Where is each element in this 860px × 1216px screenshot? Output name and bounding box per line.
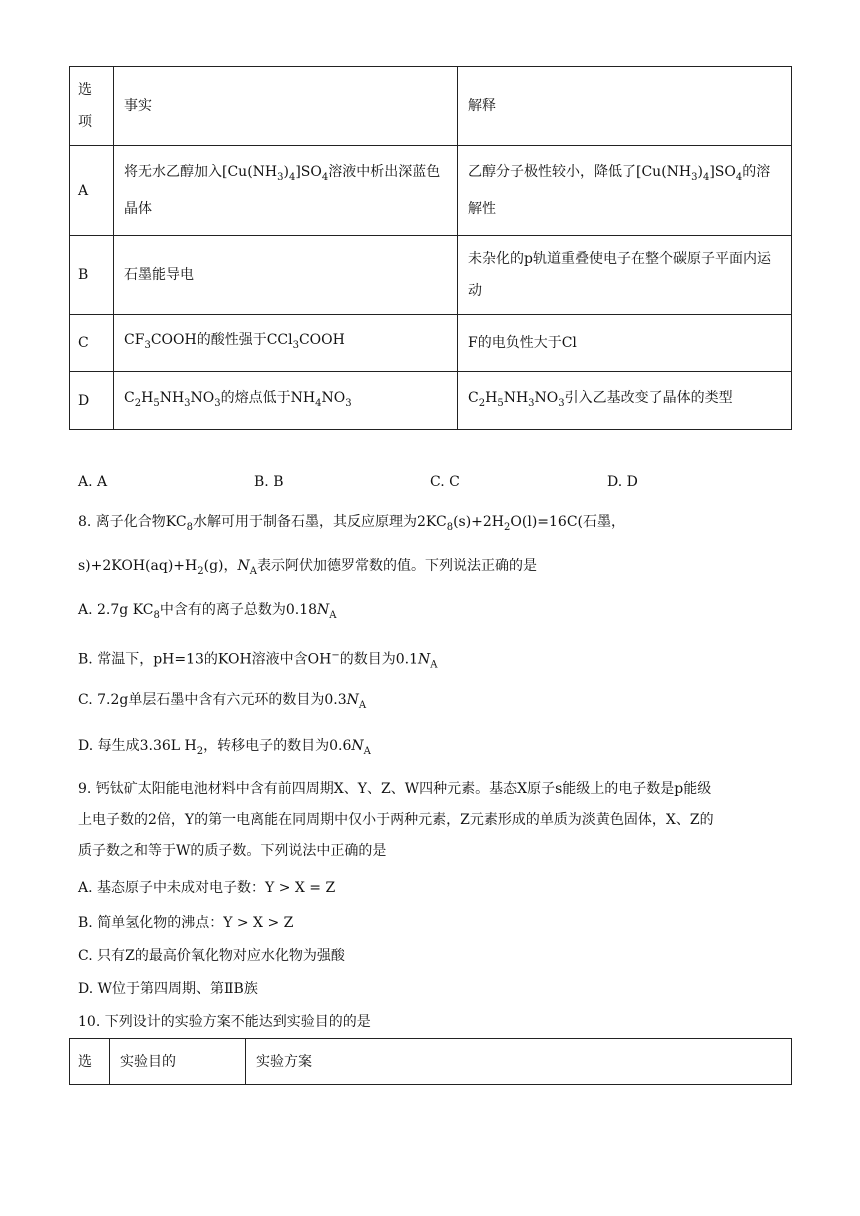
table-row xyxy=(70,236,792,315)
q9-option-c: C. 只有Z的最高价氧化物对应水化物为强酸 xyxy=(78,948,345,964)
row-explain: 乙醇分子极性较小，降低了$[Cu(NH_3)_4]SO_4$的溶解性 xyxy=(458,146,792,236)
q8-stem-line1: 8. 离子化合物$KC_8$水解可用于制备石墨，其反应原理为$2KC_8(s)+2H_2O(l)=16C$(石墨， xyxy=(78,514,626,533)
row-explain: F的电负性大于Cl xyxy=(458,315,792,372)
q9-stem-line1: 9. 钙钛矿太阳能电池材料中含有前四周期X、Y、Z、W四种元素。基态X原子s能级上的电子数是p能级 xyxy=(78,781,712,797)
row-explain: $C_2H_5NH_3NO_3$引入乙基改变了晶体的类型 xyxy=(458,372,792,430)
header-purpose: 实验目的 xyxy=(110,1039,246,1085)
q8-option-a: A. 2.7g $KC_8$中含有的离子总数为$0.18N_A$ xyxy=(78,602,337,621)
header-option: 选 项 xyxy=(70,67,114,146)
row-option: B xyxy=(70,236,114,315)
row-fact: 石墨能导电 xyxy=(114,236,458,315)
header-fact: 事实 xyxy=(114,67,458,146)
row-fact: $C_2H_5NH_3NO_3$的熔点低于$NH_4NO_3$ xyxy=(114,372,458,430)
row-fact: 将无水乙醇加入$[Cu(NH_3)_4]SO_4$溶液中析出深蓝色晶体 xyxy=(114,146,458,236)
q9-stem-line2: 上电子数的2倍，Y的第一电离能在同周期中仅小于两种元素，Z元素形成的单质为淡黄色固体，X、Z的 xyxy=(78,812,714,828)
table-row xyxy=(70,146,792,236)
row-option: A xyxy=(70,146,114,236)
row-explain: 未杂化的p轨道重叠使电子在整个碳原子平面内运动 xyxy=(458,236,792,315)
q7-table xyxy=(69,66,792,430)
table-header-row xyxy=(70,67,792,146)
row-option: D xyxy=(70,372,114,430)
q9-option-b: B. 简单氢化物的沸点：Y > X > Z xyxy=(78,915,294,931)
header-plan: 实验方案 xyxy=(246,1039,792,1085)
table-row xyxy=(70,372,792,430)
q8-option-b: B. 常温下，pH=13的KOH溶液中含OH−的数目为$0.1N_A$ xyxy=(78,650,438,671)
row-fact: $CF_3COOH$的酸性强于CCl$_3$COOH xyxy=(114,315,458,372)
q8-option-d: D. 每生成3.36L $H_2$，转移电子的数目为$0.6N_A$ xyxy=(78,738,371,757)
q9-option-a: A. 基态原子中未成对电子数：Y > X = Z xyxy=(78,880,336,896)
table-header-row xyxy=(70,1039,792,1085)
option-c: C. C xyxy=(430,474,460,490)
q10-stem: 10. 下列设计的实验方案不能达到实验目的的是 xyxy=(78,1014,371,1030)
q8-stem-line2: $s)+2KOH(aq)+H_2(g)$，$N_A$表示阿伏加德罗常数的值。下列说法正确的是 xyxy=(78,558,537,577)
header-option: 选 xyxy=(70,1039,110,1085)
table-row xyxy=(70,315,792,372)
option-d: D. D xyxy=(607,474,638,490)
q10-table xyxy=(69,1038,792,1085)
q8-option-c: C. 7.2g单层石墨中含有六元环的数目为$0.3N_A$ xyxy=(78,692,367,711)
option-b: B. B xyxy=(254,474,284,490)
q9-option-d: D. W位于第四周期、第ⅡB族 xyxy=(78,981,258,997)
header-explain: 解释 xyxy=(458,67,792,146)
option-a: A. A xyxy=(78,474,108,490)
q7-options xyxy=(78,474,798,494)
row-option: C xyxy=(70,315,114,372)
q9-stem-line3: 质子数之和等于W的质子数。下列说法中正确的是 xyxy=(78,843,387,859)
